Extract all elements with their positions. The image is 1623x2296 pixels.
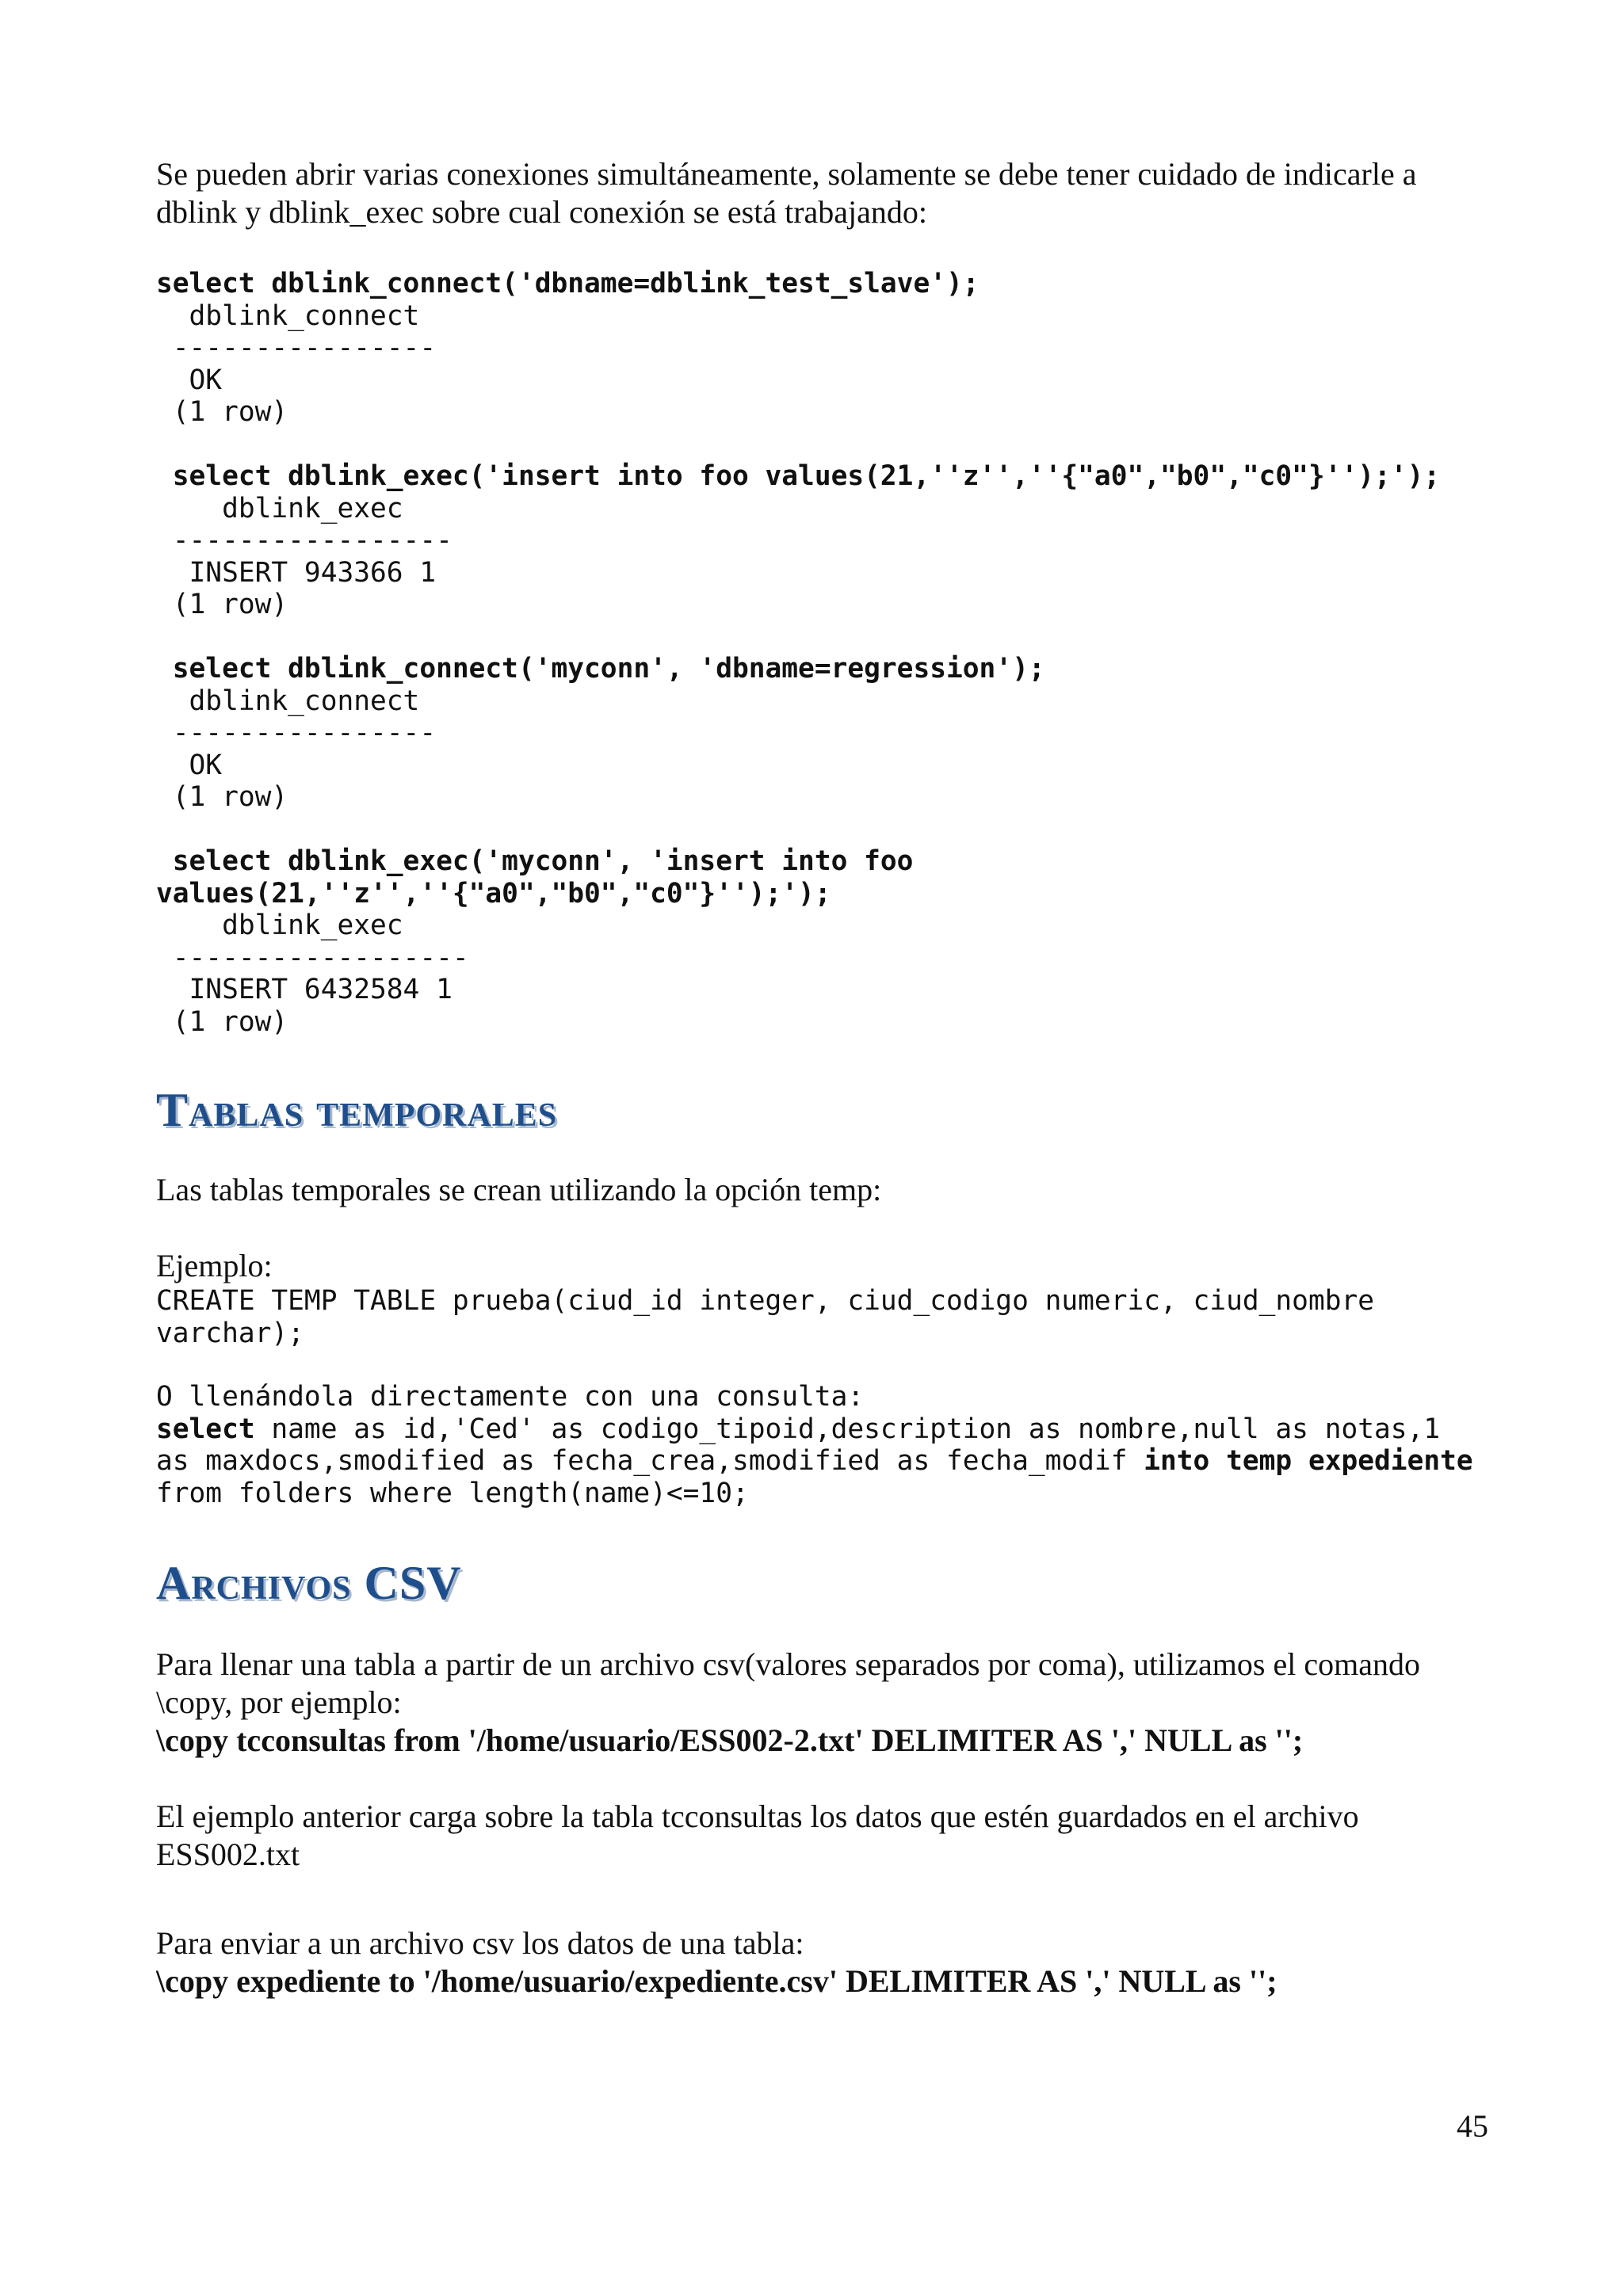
code-line: dblink_exec	[156, 910, 403, 941]
csv-p1-line-1: Para llenar una tabla a partir de un archivo csv(valores separados por coma), utilizamos el comando	[156, 1646, 1420, 1682]
fill-label: O llenándola directamente con una consulta:	[156, 1381, 865, 1413]
intro-line-1: Se pueden abrir varias conexiones simultáneamente, solamente se debe tener cuidado de indicarle a	[156, 156, 1417, 192]
csv-p3-line: Para enviar a un archivo csv los datos de una tabla:	[156, 1925, 804, 1961]
code-line	[156, 621, 1487, 654]
csv-paragraph-3	[156, 1924, 1487, 2000]
temp-tables-intro: Las tablas temporales se crean utilizando la opción temp:	[156, 1172, 882, 1207]
csv-p1-line-2: \copy, por ejemplo:	[156, 1684, 402, 1720]
document-page	[156, 155, 1487, 2000]
query-line-1: name as id,'Ced' as codigo_tipoid,description as nombre,null as notas,1	[254, 1413, 1441, 1445]
fill-query-code	[156, 1381, 1487, 1509]
dblink-code-block	[156, 268, 1487, 1038]
section-heading-temp-tables: Tablas temporales	[156, 1084, 558, 1136]
create-line-2: varchar);	[156, 1317, 304, 1349]
intro-line-2: dblink y dblink_exec sobre cual conexión se está trabajando:	[156, 194, 928, 230]
example-label: Ejemplo:	[156, 1248, 273, 1283]
csv-p2-line-1: El ejemplo anterior carga sobre la tabla tcconsultas los datos que estén guardados en el archivo	[156, 1798, 1359, 1834]
query-line-2: as maxdocs,smodified as fecha_crea,smodified as fecha_modif	[156, 1445, 1144, 1477]
code-line: OK	[156, 749, 223, 781]
copy-command-2: \copy expediente to '/home/usuario/expediente.csv' DELIMITER AS ',' NULL as '';	[156, 1963, 1277, 1999]
code-line: OK	[156, 364, 223, 396]
create-temp-table-code	[156, 1285, 1487, 1349]
code-line: select dblink_exec('insert into foo values(21,''z'',''{"a0","b0","c0"}'');');	[156, 460, 1441, 492]
code-line: (1 row)	[156, 1005, 288, 1038]
code-line: dblink_connect	[156, 299, 420, 332]
code-line: INSERT 6432584 1	[156, 974, 453, 1005]
code-line: ----------------	[156, 717, 437, 749]
keyword-into-temp: into temp expediente	[1144, 1445, 1473, 1477]
query-line-3: from folders where length(name)<=10;	[156, 1477, 749, 1509]
code-line: ----------------	[156, 332, 437, 364]
code-line: select dblink_exec('myconn', 'insert into foo	[156, 845, 914, 877]
code-line: INSERT 943366 1	[156, 556, 437, 589]
page-number: 45	[1457, 2108, 1488, 2144]
code-line	[156, 429, 1487, 461]
code-line: (1 row)	[156, 781, 288, 813]
csv-paragraph-1	[156, 1646, 1487, 1760]
intro-paragraph	[156, 155, 1487, 231]
csv-p2-line-2: ESS002.txt	[156, 1836, 300, 1872]
code-line: dblink_connect	[156, 685, 420, 717]
code-line: -----------------	[156, 524, 453, 556]
code-line: values(21,''z'',''{"a0","b0","c0"}'');');	[156, 877, 831, 910]
code-line: select dblink_connect('myconn', 'dbname=regression');	[156, 653, 1045, 685]
section-heading-csv: Archivos CSV	[156, 1557, 462, 1609]
code-line: dblink_exec	[156, 492, 403, 524]
keyword-select: select	[156, 1413, 255, 1445]
code-line: (1 row)	[156, 396, 288, 428]
create-line-1: CREATE TEMP TABLE prueba(ciud_id integer, ciud_codigo numeric, ciud_nombre	[156, 1285, 1375, 1317]
code-line: (1 row)	[156, 589, 288, 620]
code-line	[156, 814, 1487, 846]
code-line: ------------------	[156, 941, 469, 974]
csv-paragraph-2	[156, 1798, 1487, 1874]
copy-command-1: \copy tcconsultas from '/home/usuario/ESS002-2.txt' DELIMITER AS ',' NULL as '';	[156, 1722, 1304, 1758]
code-line: select dblink_connect('dbname=dblink_test_slave');	[156, 268, 980, 299]
